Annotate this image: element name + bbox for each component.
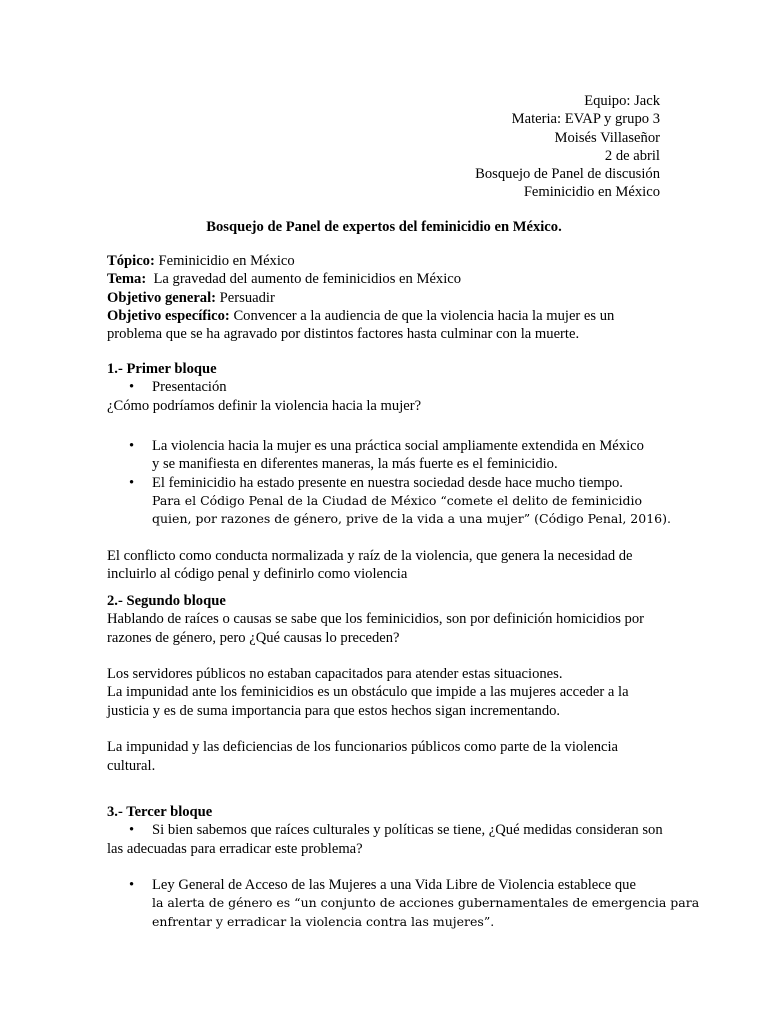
bullet-icon: • <box>129 822 135 839</box>
section-heading: 2.- Segundo bloque <box>107 593 226 609</box>
document-header <box>475 92 660 202</box>
bullet-icon: • <box>129 379 135 396</box>
paragraph-text: incluirlo al código penal y definirlo como violencia <box>107 566 408 583</box>
section-tercer-bloque <box>107 803 700 931</box>
paragraph-text: justicia y es de suma importancia para que estos hechos sigan incrementando. <box>107 702 561 719</box>
list-item-continuation: y se manifiesta en diferentes maneras, la más fuerte es el feminicidio. <box>152 456 558 473</box>
paragraph-text: La impunidad y las deficiencias de los funcionarios públicos como parte de la violencia <box>107 739 619 756</box>
header-doc-type: Bosquejo de Panel de discusión <box>475 166 660 183</box>
question-text: ¿Cómo podríamos definir la violencia hacia la mujer? <box>107 397 422 414</box>
list-item <box>107 378 667 396</box>
bullet-icon: • <box>129 438 135 455</box>
list-item-text: La violencia hacia la mujer es una práctica social ampliamente extendida en México <box>152 438 644 455</box>
bullet-icon: • <box>129 474 135 491</box>
list-item-citation: quien, por razones de género, prive de la vida a una mujer” (Código Penal, 2016). <box>152 511 671 527</box>
section-heading: 3.- Tercer bloque <box>107 804 213 820</box>
bullet-icon: • <box>129 877 135 894</box>
paragraph-text: cultural. <box>107 757 156 774</box>
paragraph-text: Los servidores públicos no estaban capacitados para atender estas situaciones. <box>107 666 563 683</box>
meta-objetivo-especifico <box>107 307 667 325</box>
objetivo-especifico-value-1: Convencer a la audiencia de que la violencia hacia la mujer es un <box>229 307 615 324</box>
meta-topico <box>107 252 667 270</box>
list-item <box>107 876 667 894</box>
list-item <box>107 437 667 455</box>
topico-value: Feminicidio en México <box>154 253 295 269</box>
list-item-continuation: las adecuadas para erradicar este problema? <box>107 840 363 857</box>
list-item <box>107 821 667 839</box>
list-item-text: El feminicidio ha estado presente en nuestra sociedad desde hace mucho tiempo. <box>152 474 623 491</box>
list-item-citation: Para el Código Penal de la Ciudad de México “comete el delito de feminicidio <box>152 493 643 509</box>
meta-tema <box>107 270 667 288</box>
header-date: 2 de abril <box>604 147 660 164</box>
list-item-citation: enfrentar y erradicar la violencia contra las mujeres”. <box>152 913 495 929</box>
header-topic: Feminicidio en México <box>523 184 660 201</box>
topico-label: Tópico: <box>107 253 155 269</box>
list-item <box>107 474 667 492</box>
paragraph-text: razones de género, pero ¿Qué causas lo preceden? <box>107 629 400 646</box>
objetivo-general-value: Persuadir <box>216 289 275 306</box>
list-item-citation: la alerta de género es “un conjunto de acciones gubernamentales de emergencia para <box>152 895 700 911</box>
header-author: Moisés Villaseñor <box>554 129 660 146</box>
section-heading: 1.- Primer bloque <box>107 361 217 377</box>
paragraph-text: Hablando de raíces o causas se sabe que los feminicidios, son por definición homicidios por <box>107 611 644 628</box>
list-item-text: Si bien sabemos que raíces culturales y políticas se tiene, ¿Qué medidas consideran son <box>152 822 663 839</box>
list-item-text: Ley General de Acceso de las Mujeres a una Vida Libre de Violencia establece que <box>152 877 636 894</box>
section-primer-bloque <box>107 360 671 584</box>
section-segundo-bloque <box>107 592 667 775</box>
meta-objetivo-general <box>107 289 667 307</box>
tema-label: Tema: <box>107 271 147 288</box>
document-title: Bosquejo de Panel de expertos del feminicidio en México. <box>206 219 562 235</box>
paragraph-text: El conflicto como conducta normalizada y raíz de la violencia, que genera la necesidad de <box>107 547 633 564</box>
meta-section <box>107 252 667 343</box>
paragraph-text: La impunidad ante los feminicidios es un obstáculo que impide a las mujeres acceder a la <box>107 684 629 701</box>
header-team: Equipo: Jack <box>584 93 660 109</box>
tema-value: La gravedad del aumento de feminicidios en México <box>146 271 462 288</box>
header-subject: Materia: EVAP y grupo 3 <box>511 111 660 128</box>
objetivo-especifico-label: Objetivo específico: <box>107 307 230 324</box>
objetivo-general-label: Objetivo general: <box>107 289 217 306</box>
list-item-text: Presentación <box>152 379 227 396</box>
objetivo-especifico-value-2: problema que se ha agravado por distintos factores hasta culminar con la muerte. <box>107 326 580 343</box>
